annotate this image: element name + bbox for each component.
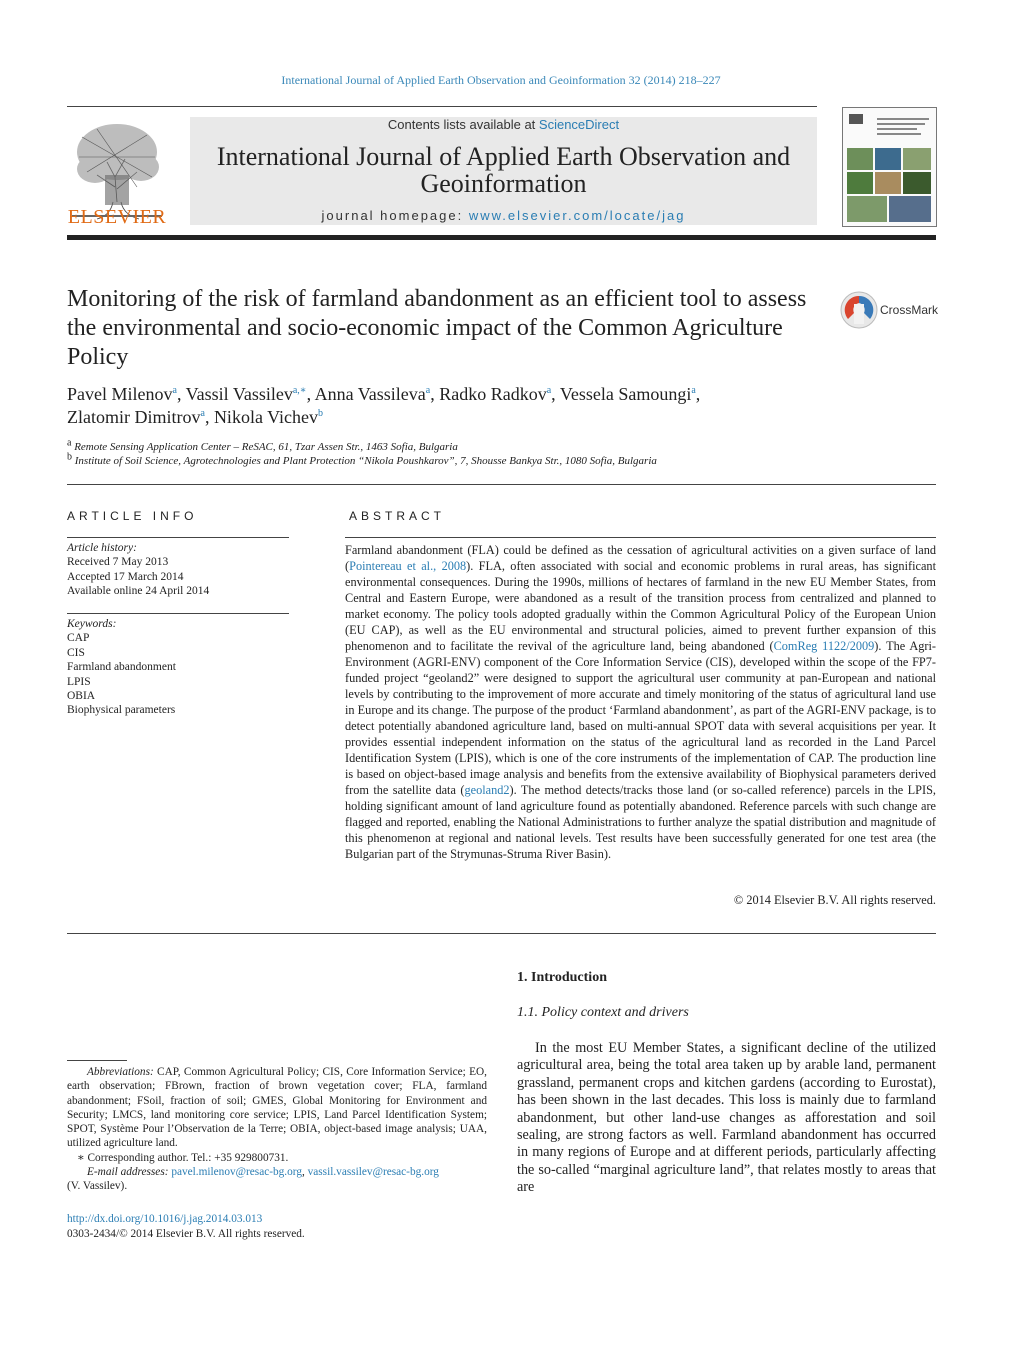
doi-block [67, 1212, 305, 1241]
homepage-prefix: journal homepage: [321, 208, 469, 223]
abstract-bottom-rule [67, 933, 936, 934]
abstract-heading: ABSTRACT [349, 509, 446, 523]
author-affiliation-mark[interactable]: a [425, 385, 431, 396]
author-affiliation-mark[interactable]: a [200, 408, 205, 419]
keyword: OBIA [67, 690, 96, 703]
abstract-text-part: ). The method detects/tracks those land (or so-called reference) parcels in the LPIS, holding significant amount of land agriculture found as potentially abandoned. Reference parcels with such change are flagged and reported, enabling the National Administrations to further analyze the spatial distribution and magnitude of this phenomenon at regional and national levels. Test results have been successfully generated for one test area (the Bulgarian part of the Strymunas-Struma River Basin). [345, 783, 936, 861]
author-name: Radko Radkov [439, 384, 547, 404]
header-top-rule [67, 106, 817, 107]
affiliation-text: Remote Sensing Application Center – ReSAC, 61, Tzar Assen Str., 1463 Sofia, Bulgaria [74, 441, 458, 453]
keywords-label: Keywords: [67, 618, 117, 630]
article-info-rule [67, 537, 289, 538]
author-separator: , [430, 384, 440, 404]
affiliation-mark: a [67, 437, 72, 449]
citation-link[interactable]: ComReg 1122/2009 [773, 639, 875, 653]
author-name: Vassil Vassilev [185, 384, 293, 404]
article-history [67, 541, 209, 599]
email-link[interactable]: vassil.vassilev@resac-bg.org [307, 1166, 439, 1179]
author-name: Nikola Vichev [213, 407, 318, 427]
email-link[interactable]: pavel.milenov@resac-bg.org [171, 1166, 302, 1179]
keyword: Biophysical parameters [67, 704, 176, 717]
keyword: Farmland abandonment [67, 661, 176, 674]
author-affiliation-mark[interactable]: a [691, 385, 696, 396]
abbreviations-footnote [67, 1065, 487, 1151]
contents-available-line [190, 117, 817, 132]
corresponding-mark: ∗ [77, 1151, 85, 1164]
affiliation-rule [67, 484, 936, 485]
keyword: CIS [67, 646, 85, 659]
author-separator: , [204, 407, 214, 427]
crossmark-icon[interactable] [840, 291, 878, 329]
journal-title: International Journal of Applied Earth Observation and Geoinformation [216, 142, 791, 198]
author-separator: , [306, 384, 315, 404]
email-separator: , [301, 1166, 308, 1179]
author-name: Vessela Samoungi [559, 384, 692, 404]
footnote-rule [67, 1060, 127, 1061]
footnotes [67, 1065, 487, 1194]
abstract-text-part: ). FLA, often associated with social and economic problems in rural areas, has significant environmental consequences. During the 1990s, millions of hectares of farmland in the new EU Member States, from Central and Eastern Europe, were abandoned as a result of the transition process from centralized and planned to market economy. The policy tools adopted gradually within the Common Agricultural Policy of the European Union (EU CAP), as well as the EU environmental and structural policies, aimed to prevent further expansion of this phenomenon and to facilitate the revival of the agriculture land, being abandoned ( [345, 559, 936, 653]
email-footnote [67, 1165, 487, 1179]
keywords-block [67, 617, 176, 718]
keyword: CAP [67, 632, 90, 645]
keywords-rule [67, 613, 289, 614]
history-label: Article history: [67, 542, 137, 554]
citation-link[interactable]: Pointereau et al., 2008 [349, 559, 467, 573]
abstract-copyright: © 2014 Elsevier B.V. All rights reserved. [733, 893, 936, 907]
author-affiliation-mark[interactable]: b [318, 408, 323, 419]
email-label: E-mail addresses: [87, 1166, 169, 1179]
section-heading-introduction: 1. Introduction [517, 970, 607, 985]
author-affiliation-mark[interactable]: a,∗ [292, 385, 307, 396]
author-separator: , [176, 384, 186, 404]
crossmark-label[interactable]: CrossMark [880, 303, 939, 317]
corresponding-text: Corresponding author. Tel.: +35 929800731. [84, 1151, 289, 1164]
author-affiliation-mark[interactable]: a [172, 385, 177, 396]
received-date: Received 7 May 2013 [67, 556, 169, 569]
doi-link[interactable]: http://dx.doi.org/10.1016/j.jag.2014.03.013 [67, 1213, 263, 1225]
author-separator: , [551, 384, 560, 404]
subsection-heading: 1.1. Policy context and drivers [517, 1005, 689, 1020]
contents-prefix: Contents lists available at [387, 117, 539, 132]
citation-link[interactable]: geoland2 [464, 783, 510, 797]
journal-cover-image [843, 108, 936, 226]
accepted-date: Accepted 17 March 2014 [67, 570, 184, 583]
abstract-body [345, 542, 936, 862]
abbreviations-text: CAP, Common Agricultural Policy; CIS, Core Information Service; EO, earth observation; FBrown, fraction of brown vegetation cover; FLA, farmland abandonment; FSoil, fraction of soil; GMES, Global Monitoring for Environment and Security; LMCS, land monitoring core service; LPIS, Land Parcel Identification System; SPOT, Système Pour l’Observation de la Terre; OBIA, object-based image analysis; UAA, utilized agriculture land. [67, 1066, 487, 1150]
author-list [67, 383, 867, 429]
abstract-text-part: ). The Agri-Environment (AGRI-ENV) component of the Core Information Service (CIS), developed within the scope of the FP7-funded project “geoland2” were designed to support the agricultural user community at pan-European and national levels by contributing to the improvement of more accurate and timely monitoring of the status of agricultural land use in Europe and its change. The purpose of the product ‘Farmland abandonment’, as part of the AGRI-ENV package, is to detect potentially abandoned agriculture land, based on multi-annual SPOT data with several acquisitions per year. It provides essential independent information on the status of the agricultural land as recorded in the Land Parcel Identification System (LPIS), which is one of the core instruments of the implementation of CAP. The production line is based on object-based image analysis and benefits from the extensive availability of Biophysical parameters derived from the satellite data ( [345, 639, 937, 797]
corresponding-author-footnote [67, 1151, 487, 1165]
elsevier-wordmark: ELSEVIER [67, 206, 167, 228]
affiliation-mark: b [67, 451, 72, 463]
affiliation-b [67, 451, 657, 467]
author-name: Pavel Milenov [67, 384, 173, 404]
journal-reference[interactable]: International Journal of Applied Earth Observation and Geoinformation 32 (2014) 218–227 [281, 73, 721, 87]
introduction-paragraph: In the most EU Member States, a significant decline of the utilized agricultural area, being the total area taken up by arable land, permanent grassland, permanent crops and kitchen gardens (according to Eurostat), has been shown in the last decades. This loss is mainly due to farmland abandonment, but other land-use changes as afforestation and soil sealing, are strong factors as well. Farmland abandonment has occurred in many regions of Europe and at different periods, particularly affecting the so-called “marginal agriculture land”, that relates mostly to areas that are [517, 1040, 936, 1196]
author-name: Zlatomir Dimitrov [67, 407, 201, 427]
journal-cover-thumbnail[interactable] [842, 107, 937, 227]
author-name: Anna Vassileva [314, 384, 426, 404]
journal-homepage-line [190, 208, 817, 223]
header-bottom-rule [67, 235, 936, 240]
author-affiliation-mark[interactable]: a [546, 385, 552, 396]
online-date: Available online 24 April 2014 [67, 585, 210, 598]
author-separator: , [695, 384, 701, 404]
article-info-heading: ARTICLE INFO [67, 509, 198, 523]
sciencedirect-link[interactable]: ScienceDirect [538, 117, 620, 132]
abstract-rule [345, 537, 936, 538]
affiliation-a [67, 437, 458, 453]
journal-homepage-link[interactable]: www.elsevier.com/locate/jag [468, 208, 686, 223]
abstract-text-part: Farmland abandonment (FLA) could be defined as the cessation of agricultural activities on a given surface of land ( [345, 543, 936, 573]
affiliation-text: Institute of Soil Science, Agrotechnologies and Plant Protection “Nikola Poushkarov”, 7, Shousse Bankya Str., 1080 Sofia, Bulgaria [74, 455, 657, 467]
article-title: Monitoring of the risk of farmland abandonment as an efficient tool to assess the environmental and socio-economic impact of the Common Agriculture Policy [67, 286, 807, 370]
keyword: LPIS [67, 675, 91, 688]
abbreviations-label: Abbreviations: [87, 1066, 154, 1078]
email-owner: (V. Vassilev). [67, 1180, 128, 1193]
issn-line: 0303-2434/© 2014 Elsevier B.V. All rights reserved. [67, 1227, 305, 1240]
